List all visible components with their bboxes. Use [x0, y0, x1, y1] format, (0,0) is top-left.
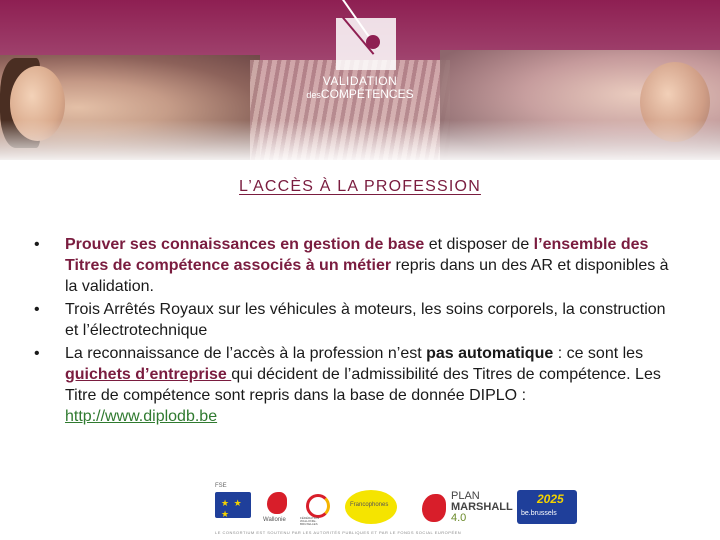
brussels-label: be.brussels	[521, 510, 557, 517]
banner-fade	[0, 120, 720, 160]
federation-logo	[300, 490, 330, 524]
bullet2-text: Trois Arrêtés Royaux sur les véhicules à moteurs, les soins corporels, la construction et l’électrotechnique	[65, 301, 666, 339]
bullet1-rest2: repris dans un des AR et disponibles à la validation.	[65, 257, 669, 295]
francophones-label: Francophones	[350, 502, 389, 508]
list-item	[34, 343, 674, 427]
bullet-dot: •	[34, 236, 40, 253]
bullet1-highlight2: l’ensemble des Titres de compétence associés à un métier	[65, 236, 649, 274]
list-item	[34, 299, 674, 341]
plan-line3: 4.0	[451, 512, 467, 524]
brussels-2025-logo	[517, 490, 577, 524]
diplodb-link[interactable]: http://www.diplodb.be	[65, 408, 218, 425]
bullet3-part1: La reconnaissance de l’accès à la profession n’est	[65, 345, 427, 362]
eu-flag-icon	[215, 492, 251, 518]
plan-marshall-rooster-icon	[422, 494, 446, 522]
francophones-logo	[345, 490, 397, 524]
partner-logos-footer	[205, 482, 595, 538]
fse-label: FSE	[215, 483, 227, 489]
federation-icon	[306, 494, 330, 518]
logo-line1: VALIDATION	[322, 74, 398, 88]
list-item	[34, 234, 674, 297]
bullet1-rest: et disposer de	[424, 236, 534, 253]
bullet3-part2: : ce sont les	[553, 345, 644, 362]
logo-dot	[366, 35, 380, 49]
plan-marshall-logo	[451, 491, 513, 524]
federation-label: FÉDÉRATION WALLONIE-BRUXELLES	[300, 516, 320, 526]
validation-logo-text	[300, 75, 420, 100]
plan-line2: MARSHALL	[451, 501, 513, 513]
guichets-entreprise-link[interactable]: guichets d’entreprise	[65, 366, 232, 383]
slide-title: L’ACCÈS À LA PROFESSION	[239, 178, 481, 195]
bullet1-highlight: Prouver ses connaissances en gestion de base	[65, 236, 425, 253]
bullet-dot: •	[34, 345, 40, 362]
logo-line2	[300, 88, 420, 100]
bullet3-part3: qui décident de l’admissibilité des Titres de compétence. Les Titre de compétence sont repris dans la base de donnée DIPLO :	[65, 366, 661, 404]
wallonie-label: Wallonie	[263, 517, 286, 523]
bullet-dot: •	[34, 301, 40, 318]
bullet-list	[34, 234, 674, 429]
plan-line1: PLAN	[451, 490, 480, 502]
wallonie-rooster-icon	[267, 492, 287, 514]
footer-footnote: LE CONSORTIUM EST SOUTENU PAR LES AUTORITÉS PUBLIQUES ET PAR LE FONDS SOCIAL EUROPÉEN	[215, 530, 462, 535]
logo-line2-main: COMPÉTENCES	[320, 87, 414, 101]
wallonie-logo	[261, 490, 291, 524]
logo-line2-small: des	[306, 90, 321, 100]
brussels-2025-number: 2025	[537, 492, 564, 506]
bullet3-bold: pas automatique	[426, 345, 554, 362]
eu-stars: ★ ★ ★	[221, 498, 243, 519]
